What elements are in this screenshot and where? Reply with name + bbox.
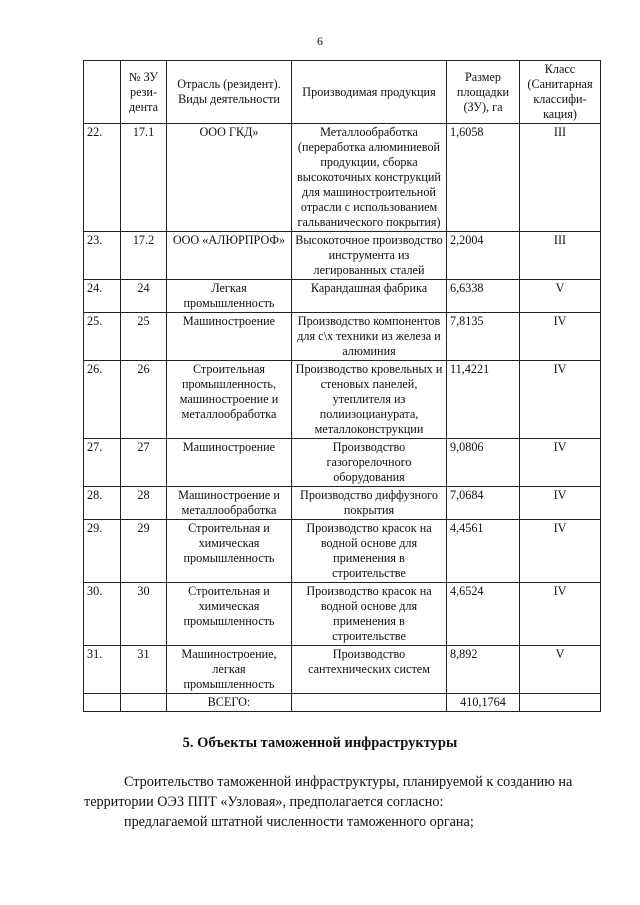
table-total-row [84,694,601,712]
table-row [84,487,601,520]
row-class: IV [520,583,601,646]
row-number: 31. [84,646,121,694]
row-product: Производство кровельных и стеновых панелей, утеплителя из полиизоцианурата, металлоконструкции [292,361,447,439]
section-title: 5. Объекты таможенной инфраструктуры [182,735,458,751]
table-row [84,313,601,361]
total-label: ВСЕГО: [167,694,292,712]
row-industry: Строительная и химическая промышленность [167,583,292,646]
table-row [84,646,601,694]
row-class: V [520,280,601,313]
table-row [84,439,601,487]
header-product: Производимая продукция [292,61,447,124]
table-row [84,361,601,439]
row-plot: 29 [121,520,167,583]
row-industry: Легкая промышленность [167,280,292,313]
row-product: Производство красок на водной основе для применения в строительстве [292,583,447,646]
row-plot: 17.1 [121,124,167,232]
row-industry: Машиностроение [167,313,292,361]
row-plot: 25 [121,313,167,361]
row-class: IV [520,520,601,583]
row-product: Производство газогорелочного оборудования [292,439,447,487]
row-industry: Строительная и химическая промышленность [167,520,292,583]
row-number: 22. [84,124,121,232]
row-class: V [520,646,601,694]
header-plot-number: № ЗУ рези-дента [121,61,167,124]
row-class: IV [520,313,601,361]
row-product: Производство красок на водной основе для применения в строительстве [292,520,447,583]
table-row [84,124,601,232]
row-number: 24. [84,280,121,313]
row-number: 28. [84,487,121,520]
row-number: 27. [84,439,121,487]
row-class: IV [520,487,601,520]
row-number: 29. [84,520,121,583]
row-product: Карандашная фабрика [292,280,447,313]
header-industry: Отрасль (резидент). Виды деятельности [167,61,292,124]
header-class: Класс (Санитарная классифи-кация) [520,61,601,124]
row-product: Металлообработка (переработка алюминиевой продукции, сборка высокоточных конструкций для машиностроительной отрасли с использованием гальванического покрытия) [292,124,447,232]
row-industry: Машиностроение и металлообработка [167,487,292,520]
paragraph-list-item-text: предлагаемой штатной численности таможенного органа; [124,814,474,830]
row-product: Производство диффузного покрытия [292,487,447,520]
row-area: 7,0684 [447,487,520,520]
row-class: III [520,232,601,280]
row-industry: Строительная промышленность, машиностроение и металлообработка [167,361,292,439]
row-number: 23. [84,232,121,280]
row-plot: 24 [121,280,167,313]
row-industry: ООО ГКД» [167,124,292,232]
row-area: 7,8135 [447,313,520,361]
row-area: 8,892 [447,646,520,694]
paragraph-list-item [84,812,614,832]
row-area: 4,6524 [447,583,520,646]
row-area: 9,0806 [447,439,520,487]
header-area: Размер площадки (ЗУ), га [447,61,520,124]
table-row [84,520,601,583]
row-industry: Машиностроение [167,439,292,487]
row-class: III [520,124,601,232]
row-area: 11,4221 [447,361,520,439]
row-plot: 30 [121,583,167,646]
row-area: 2,2004 [447,232,520,280]
row-plot: 31 [121,646,167,694]
total-empty-cell [292,694,447,712]
row-number: 30. [84,583,121,646]
row-product: Высокоточное производство инструмента из легированных сталей [292,232,447,280]
row-product: Производство компонентов для с\х техники из железа и алюминия [292,313,447,361]
paragraph-intro [84,772,614,812]
paragraph-intro-text: Строительство таможенной инфраструктуры, планируемой к созданию на территории ОЭЗ ППТ «Узловая», предполагается согласно: [84,774,573,810]
residents-table [83,60,601,712]
row-plot: 27 [121,439,167,487]
row-area: 6,6338 [447,280,520,313]
total-empty-cell [520,694,601,712]
row-class: IV [520,361,601,439]
table-header-row [84,61,601,124]
page-number: 6 [317,34,323,48]
row-product: Производство сантехнических систем [292,646,447,694]
row-plot: 26 [121,361,167,439]
table-row [84,280,601,313]
row-industry: Машиностроение, легкая промышленность [167,646,292,694]
header-number [84,61,121,124]
row-plot: 28 [121,487,167,520]
row-industry: ООО «АЛЮРПРОФ» [167,232,292,280]
row-area: 4,4561 [447,520,520,583]
total-value: 410,1764 [447,694,520,712]
row-number: 25. [84,313,121,361]
row-class: IV [520,439,601,487]
row-plot: 17.2 [121,232,167,280]
row-number: 26. [84,361,121,439]
total-empty-cell [84,694,121,712]
row-area: 1,6058 [447,124,520,232]
total-empty-cell [121,694,167,712]
table-row [84,583,601,646]
table-row [84,232,601,280]
